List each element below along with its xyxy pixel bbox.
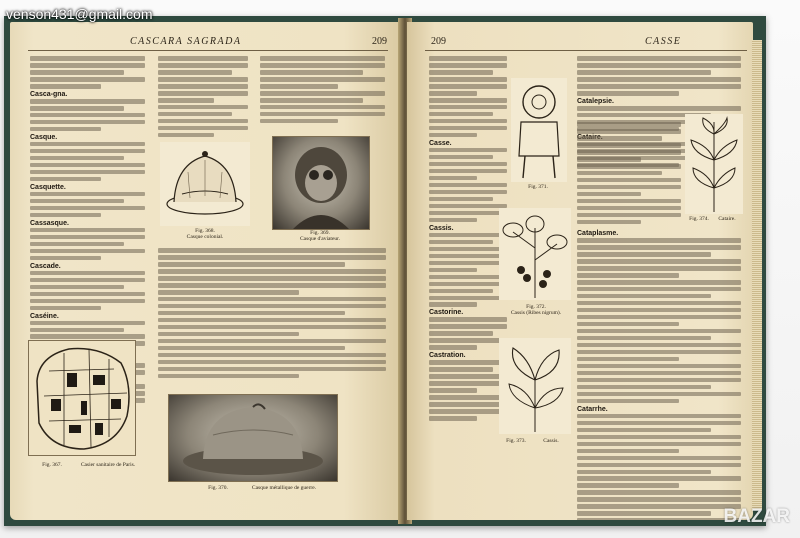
text-line — [429, 133, 477, 138]
text-line — [429, 84, 507, 89]
text-line — [30, 84, 101, 89]
text-line — [158, 91, 248, 96]
text-line — [577, 435, 741, 440]
helmet-icon — [160, 142, 250, 226]
text-line — [30, 127, 101, 132]
text-line — [260, 84, 338, 89]
text-line — [158, 77, 248, 82]
text-line — [429, 268, 477, 273]
text-line — [429, 169, 507, 174]
text-line — [429, 70, 493, 75]
text-line — [577, 463, 741, 468]
bazar-logo: BAZAR — [723, 506, 790, 527]
text-line — [260, 112, 385, 117]
figure-caption: Casier sanitaire de Paris. — [80, 462, 136, 468]
figure-caption: Fig. 367. — [42, 462, 62, 468]
text-line — [158, 269, 386, 274]
text-line — [158, 133, 214, 138]
cataire-icon — [685, 114, 743, 214]
text-line — [260, 63, 385, 68]
text-line — [577, 476, 741, 481]
text-line — [429, 77, 507, 82]
entry: Caséine. — [30, 312, 59, 320]
figure-caption: Casque métallique de guerre. — [251, 485, 317, 491]
text-line — [158, 283, 386, 288]
paris-map-figure — [28, 340, 136, 456]
text-line — [577, 336, 711, 341]
text-line — [30, 242, 124, 247]
text-line — [429, 324, 507, 329]
text-line — [577, 150, 681, 155]
text-line — [577, 357, 679, 362]
text-line — [429, 289, 493, 294]
text-line — [577, 287, 741, 292]
left-column-3 — [260, 56, 385, 126]
text-line — [158, 112, 232, 117]
text-line — [429, 197, 493, 202]
entry: Cassasque. — [30, 219, 69, 227]
text-line — [30, 70, 124, 75]
right-page — [407, 22, 753, 520]
figure-caption: Casque colonial. — [186, 234, 224, 240]
text-line — [158, 248, 386, 253]
right-head-rule — [425, 50, 747, 51]
entry: Cassis. — [429, 224, 454, 232]
text-line — [577, 259, 741, 264]
text-line — [577, 490, 741, 495]
text-line — [429, 360, 507, 365]
text-line — [429, 190, 507, 195]
figure-caption: Cataire. — [718, 216, 736, 222]
text-line — [577, 164, 681, 169]
text-line — [158, 297, 386, 302]
text-line — [30, 156, 124, 161]
text-line — [158, 318, 386, 323]
text-line — [158, 325, 386, 330]
text-line — [577, 84, 741, 89]
entry: Cataplasme. — [577, 230, 619, 237]
text-line — [429, 374, 507, 379]
text-line — [577, 301, 741, 306]
entry: Catalepsie. — [577, 97, 614, 105]
text-line — [429, 275, 507, 280]
text-line — [577, 220, 641, 225]
text-line — [577, 199, 681, 204]
text-line — [158, 84, 248, 89]
text-line — [30, 177, 101, 182]
text-line — [30, 120, 145, 125]
text-line — [577, 245, 741, 250]
text-line — [30, 77, 145, 82]
text-line — [30, 299, 145, 304]
text-line — [260, 70, 363, 75]
text-line — [30, 63, 145, 68]
left-page-number: 209 — [372, 36, 387, 47]
war-helmet-photo — [168, 394, 338, 482]
text-line — [158, 98, 214, 103]
text-line — [577, 483, 679, 488]
text-line — [429, 381, 507, 386]
text-line — [429, 402, 507, 407]
text-line — [577, 497, 741, 502]
text-line — [30, 249, 145, 254]
text-line — [577, 322, 679, 327]
text-line — [577, 178, 681, 183]
text-line — [577, 392, 741, 397]
text-line — [577, 470, 711, 475]
text-line — [577, 238, 741, 243]
text-line — [429, 395, 507, 400]
text-line — [260, 77, 385, 82]
text-line — [158, 353, 386, 358]
text-line — [577, 329, 741, 334]
cassis-plant-figure — [499, 208, 571, 300]
text-line — [577, 280, 741, 285]
text-line — [30, 228, 145, 233]
text-line — [158, 126, 248, 131]
left-column-2 — [158, 56, 248, 140]
text-line — [429, 155, 493, 160]
text-line — [30, 149, 145, 154]
text-line — [429, 218, 477, 223]
text-line — [429, 56, 507, 61]
figure-caption: Casque d'aviateur. — [299, 236, 341, 242]
left-running-head: CASCARA SAGRADA — [130, 36, 242, 47]
text-line — [577, 266, 741, 271]
text-line — [577, 308, 741, 313]
text-line — [577, 364, 741, 369]
text-line — [577, 399, 679, 404]
text-line — [429, 282, 507, 287]
entry: Casquette. — [30, 183, 66, 191]
text-line — [577, 449, 679, 454]
text-line — [158, 255, 386, 260]
text-line — [429, 338, 507, 343]
text-line — [158, 374, 299, 379]
text-line — [429, 345, 477, 350]
right-running-head: CASSE — [645, 36, 682, 47]
figure-caption: Fig. 371. — [528, 184, 548, 190]
paris-map-icon — [29, 341, 135, 455]
text-line — [30, 142, 145, 147]
entry: Casse. — [429, 139, 452, 147]
text-line — [429, 247, 507, 252]
text-line — [429, 105, 507, 110]
text-line — [30, 206, 145, 211]
text-line — [30, 334, 145, 339]
text-line — [158, 339, 386, 344]
text-line — [30, 285, 124, 290]
text-line — [577, 252, 711, 257]
figure-caption: Fig. 369. — [310, 230, 330, 236]
text-line — [158, 63, 248, 68]
entry: Catarrhe. — [577, 405, 608, 413]
text-line — [429, 331, 493, 336]
text-line — [30, 271, 145, 276]
text-line — [577, 157, 641, 162]
text-line — [577, 378, 741, 383]
text-line — [260, 105, 385, 110]
text-line — [429, 63, 507, 68]
text-line — [429, 183, 507, 188]
text-line — [158, 262, 345, 267]
text-line — [429, 416, 477, 421]
text-line — [577, 70, 711, 75]
text-line — [577, 442, 741, 447]
text-line — [30, 306, 101, 311]
text-line — [429, 302, 477, 307]
cataire-plant-figure — [685, 114, 743, 214]
text-line — [158, 311, 345, 316]
entry: Cascade. — [30, 262, 61, 270]
text-line — [577, 185, 681, 190]
text-line — [30, 113, 145, 118]
figure-caption: Fig. 368. — [195, 228, 215, 234]
text-line — [30, 235, 145, 240]
text-line — [429, 317, 507, 322]
text-line — [30, 278, 145, 283]
text-line — [577, 414, 741, 419]
text-line — [577, 456, 741, 461]
text-line — [577, 511, 711, 516]
right-page-number: 209 — [431, 36, 446, 47]
text-line — [260, 119, 338, 124]
text-line — [577, 371, 741, 376]
text-line — [158, 276, 386, 281]
text-line — [158, 70, 232, 75]
text-line — [577, 421, 741, 426]
text-line — [30, 106, 124, 111]
text-line — [577, 294, 711, 299]
colonial-helmet-figure — [160, 142, 250, 226]
text-line — [30, 328, 124, 333]
text-line — [429, 148, 507, 153]
text-line — [577, 136, 662, 141]
text-line — [577, 192, 641, 197]
text-line — [260, 91, 385, 96]
text-line — [429, 126, 507, 131]
text-line — [429, 367, 493, 372]
text-line — [577, 350, 741, 355]
right-column-4 — [577, 230, 741, 520]
text-line — [577, 518, 741, 520]
text-line — [577, 273, 679, 278]
text-line — [577, 106, 741, 111]
figure-caption: Fig. 374. — [689, 216, 709, 222]
text-line — [429, 409, 507, 414]
text-line — [158, 332, 299, 337]
text-line — [577, 63, 741, 68]
text-line — [158, 119, 248, 124]
figure-caption: Fig. 373. — [506, 438, 526, 444]
text-line — [30, 192, 145, 197]
text-line — [158, 304, 386, 309]
figure-caption: Cassis. — [543, 438, 559, 444]
left-page — [10, 22, 403, 520]
text-line — [577, 385, 711, 390]
text-line — [577, 77, 741, 82]
text-line — [577, 171, 662, 176]
text-line — [30, 292, 145, 297]
text-line — [429, 204, 507, 209]
text-line — [577, 56, 741, 61]
seller-watermark: venson431@gmail.com — [6, 6, 153, 22]
diving-suit-figure — [511, 78, 567, 182]
diver-icon — [511, 78, 567, 182]
left-head-rule — [28, 50, 388, 51]
left-body-text — [158, 248, 386, 381]
figure-caption: Cassis (Ribes nigrum). — [510, 310, 562, 316]
entry: Casca-gna. — [30, 90, 68, 98]
plant-icon — [499, 208, 571, 300]
figure-caption: Fig. 372. — [526, 304, 546, 310]
aviator-helmet-photo — [272, 136, 370, 230]
text-line — [577, 315, 741, 320]
entry: Casque. — [30, 133, 58, 141]
right-column-1 — [429, 56, 507, 423]
war-helmet-icon — [169, 395, 337, 481]
page-edges — [752, 40, 762, 510]
text-line — [577, 428, 711, 433]
text-line — [429, 296, 507, 301]
text-line — [429, 119, 507, 124]
text-line — [577, 143, 681, 148]
text-line — [429, 162, 507, 167]
text-line — [429, 176, 477, 181]
text-line — [429, 98, 507, 103]
text-line — [30, 256, 101, 261]
cassis-leaf-figure — [499, 338, 571, 434]
text-line — [429, 211, 507, 216]
text-line — [30, 213, 101, 218]
text-line — [158, 367, 386, 372]
text-line — [577, 343, 741, 348]
text-line — [30, 321, 145, 326]
text-line — [577, 206, 681, 211]
text-line — [158, 56, 248, 61]
text-line — [577, 91, 679, 96]
text-line — [577, 122, 681, 127]
text-line — [577, 129, 681, 134]
text-line — [158, 360, 386, 365]
text-line — [260, 98, 363, 103]
text-line — [577, 504, 741, 509]
entry: Castorine. — [429, 309, 464, 317]
text-line — [30, 56, 145, 61]
text-line — [577, 213, 681, 218]
text-line — [429, 388, 477, 393]
text-line — [429, 254, 507, 259]
text-line — [30, 99, 145, 104]
leaf-icon — [499, 338, 571, 434]
text-line — [429, 240, 493, 245]
text-line — [429, 261, 507, 266]
right-column-3 — [577, 122, 681, 227]
text-line — [30, 170, 145, 175]
text-line — [260, 56, 385, 61]
text-line — [158, 290, 299, 295]
text-line — [30, 163, 145, 168]
entry: Castration. — [429, 352, 466, 360]
text-line — [30, 199, 124, 204]
text-line — [429, 233, 507, 238]
text-line — [158, 105, 248, 110]
aviator-icon — [273, 137, 369, 229]
figure-caption: Fig. 370. — [208, 485, 228, 491]
text-line — [158, 346, 345, 351]
text-line — [429, 91, 477, 96]
text-line — [429, 112, 493, 117]
